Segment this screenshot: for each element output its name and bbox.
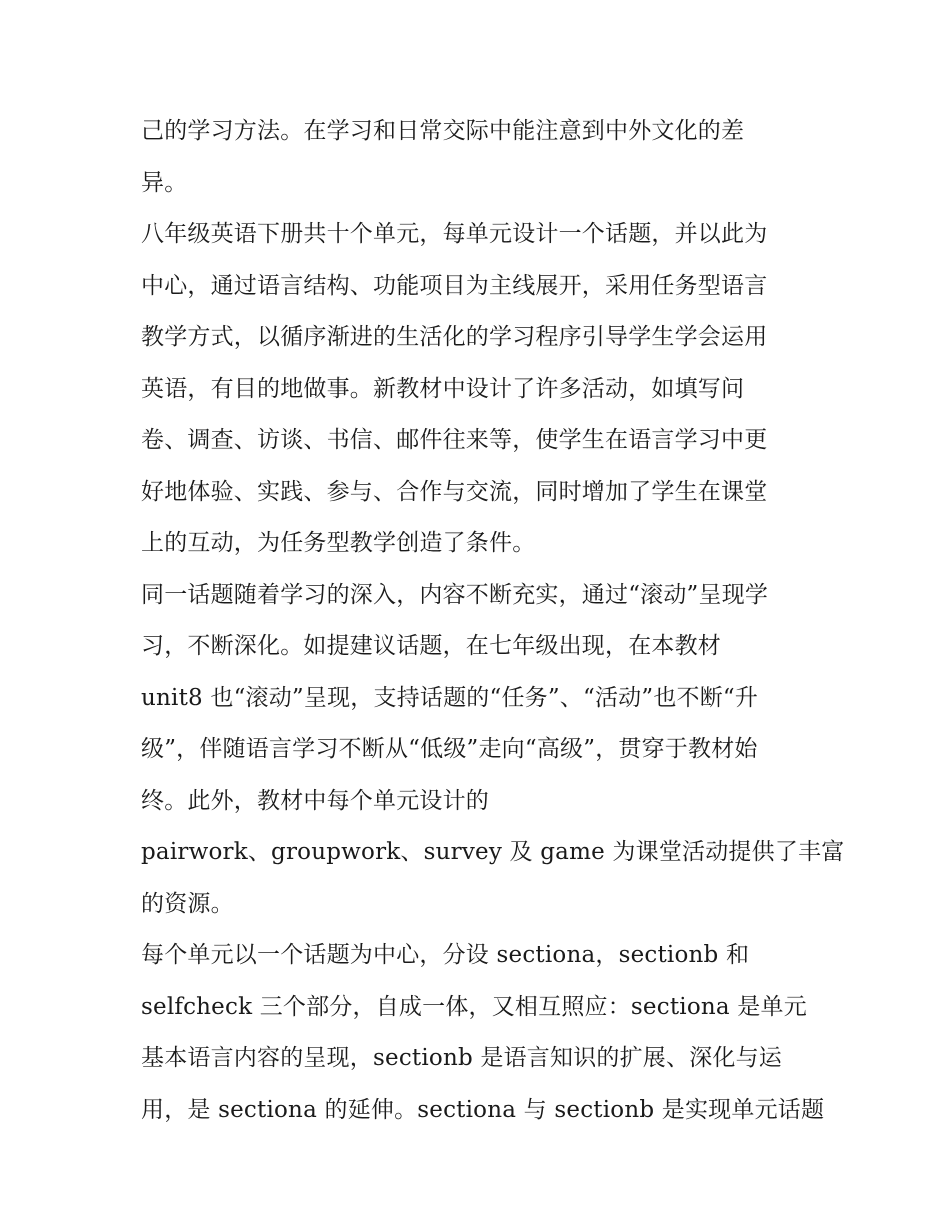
text-line: 卷、调查、访谈、书信、邮件往来等，使学生在语言学习中更: [141, 427, 768, 453]
text-line: 异。: [141, 169, 188, 196]
text-line: 教学方式，以循序渐进的生活化的学习程序引导学生学会运用: [141, 324, 768, 350]
text-line: 己的学习方法。在学习和日常交际中能注意到中外文化的差: [141, 118, 745, 144]
text-line: pairwork、groupwork、survey 及 game 为课堂活动提供了丰富: [141, 839, 845, 865]
text-line: 上的互动，为任务型教学创造了条件。: [141, 530, 536, 556]
text-line: 中心，通过语言结构、功能项目为主线展开，采用任务型语言: [141, 272, 768, 299]
text-line: 英语，有目的地做事。新教材中设计了许多活动，如填写问: [141, 375, 745, 402]
text-line: 每个单元以一个话题为中心，分设 sectiona，sectionb 和: [141, 942, 750, 968]
text-line: 的资源。: [141, 890, 234, 917]
text-line: unit8 也“滚动”呈现，支持话题的“任务”、“活动”也不断“升: [141, 684, 759, 711]
text-line: 同一话题随着学习的深入，内容不断充实，通过“滚动”呈现学: [141, 581, 769, 608]
text-line: 用，是 sectiona 的延伸。sectiona 与 sectionb 是实现单元话题: [141, 1096, 825, 1123]
text-line: selfcheck 三个部分，自成一体，又相互照应：sectiona 是单元: [141, 993, 807, 1020]
text-line: 级”，伴随语言学习不断从“低级”走向“高级”，贯穿于教材始: [141, 736, 758, 762]
text-line: 终。此外，教材中每个单元设计的: [141, 787, 489, 814]
body-text: [141, 106, 845, 1136]
text-line: 八年级英语下册共十个单元，每单元设计一个话题，并以此为: [141, 221, 768, 247]
text-line: 好地体验、实践、参与、合作与交流，同时增加了学生在课堂: [141, 478, 768, 505]
text-line: 基本语言内容的呈现，sectionb 是语言知识的扩展、深化与运: [141, 1045, 782, 1071]
text-line: 习，不断深化。如提建议话题，在七年级出现，在本教材: [141, 633, 721, 659]
